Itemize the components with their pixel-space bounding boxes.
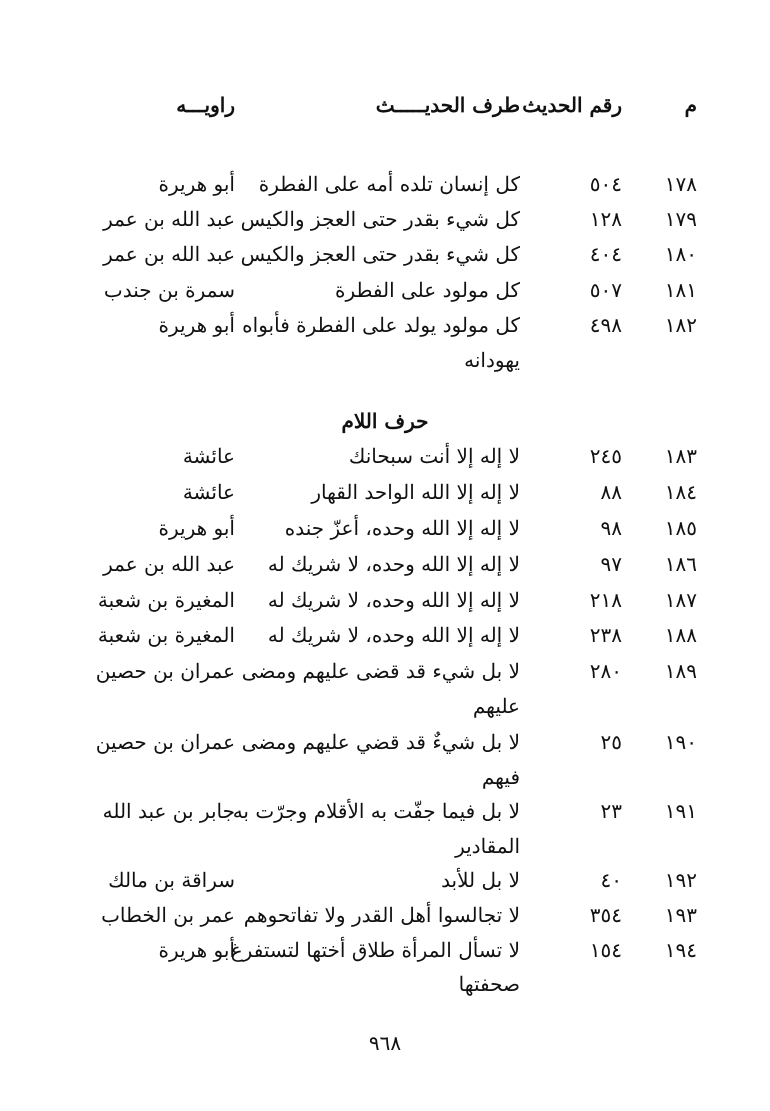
row-number: ٩٧ [600, 552, 622, 576]
row-text: لا بل شيءٌ قد قضي عليهم ومضى [241, 730, 520, 754]
row-text: كل شيء بقدر حتى العجز والكيس [240, 242, 520, 266]
row-text: لا بل شيء قد قضى عليهم ومضى [241, 659, 520, 683]
row-narrator: أبو هريرة [158, 516, 235, 540]
row-text: كل شيء بقدر حتى العجز والكيس [240, 207, 520, 231]
row-text: لا إله إلا الله وحده، لا شريك له [267, 588, 520, 612]
row-narrator: عبد الله بن عمر [103, 207, 235, 231]
header-hadith-opening: طرف الحديـــــث [375, 93, 520, 117]
row-text-continued: صحفتها [458, 972, 520, 996]
row-narrator: سراقة بن مالك [108, 868, 235, 892]
row-narrator: عبد الله بن عمر [103, 552, 235, 576]
row-text-continued: المقادير [455, 834, 520, 858]
row-text: لا بل للأبد [441, 868, 520, 892]
row-number: ٢٨٠ [589, 659, 622, 683]
row-narrator: المغيرة بن شعبة [97, 623, 235, 647]
row-number: ٢٣٨ [589, 623, 622, 647]
row-index: ١٩١ [664, 799, 697, 823]
row-narrator: أبو هريرة [158, 172, 235, 196]
row-number: ٤٠ [600, 868, 622, 892]
row-narrator: عبد الله بن عمر [103, 242, 235, 266]
row-index: ١٧٩ [664, 207, 697, 231]
row-narrator: المغيرة بن شعبة [97, 588, 235, 612]
row-narrator: سمرة بن جندب [103, 278, 235, 302]
row-number: ٣٥٤ [589, 903, 622, 927]
row-narrator: عمران بن حصين [95, 659, 235, 683]
row-index: ١٨٠ [664, 242, 697, 266]
row-index: ١٨٤ [664, 480, 697, 504]
row-narrator: أبو هريرة [158, 938, 235, 962]
row-index: ١٧٨ [664, 172, 697, 196]
row-index: ١٨١ [664, 278, 697, 302]
row-index: ١٨٧ [664, 588, 697, 612]
row-narrator: عائشة [182, 480, 235, 504]
row-text: لا إله إلا الله الواحد القهار [311, 480, 520, 504]
row-text: لا إله إلا الله وحده، لا شريك له [267, 623, 520, 647]
row-number: ٥٠٧ [589, 278, 622, 302]
row-number: ٨٨ [600, 480, 622, 504]
row-text-continued: يهودانه [464, 348, 520, 372]
row-number: ٢٥ [600, 730, 622, 754]
row-text: لا إله إلا الله وحده، أعزّ جنده [284, 516, 520, 540]
row-text: لا تجالسوا أهل القدر ولا تفاتحوهم [243, 903, 520, 927]
row-text: لا إله إلا أنت سبحانك [348, 444, 520, 468]
row-number: ١٥٤ [589, 938, 622, 962]
row-text: كل مولود يولد على الفطرة فأبواه [242, 313, 520, 337]
row-text: كل إنسان تلده أمه على الفطرة [258, 172, 520, 196]
row-text: لا تسأل المرأة طلاق أختها لتستفرغ [230, 938, 520, 962]
row-number: ٢١٨ [589, 588, 622, 612]
row-text-continued: فيهم [481, 765, 520, 789]
row-narrator: عمران بن حصين [95, 730, 235, 754]
row-index: ١٨٨ [664, 623, 697, 647]
page-number: ٩٦٨ [368, 1031, 402, 1055]
row-narrator: أبو هريرة [158, 313, 235, 337]
row-number: ٤٠٤ [589, 242, 622, 266]
header-narrator: راويـــه [176, 93, 235, 117]
row-index: ١٩٣ [664, 903, 697, 927]
row-text: لا إله إلا الله وحده، لا شريك له [267, 552, 520, 576]
row-number: ٤٩٨ [589, 313, 622, 337]
row-index: ١٨٣ [664, 444, 697, 468]
row-index: ١٩٠ [664, 730, 697, 754]
row-text: لا بل فيما جفّت به الأقلام وجرّت به [232, 799, 520, 823]
header-hadith-number: رقم الحديث [522, 93, 622, 117]
row-number: ١٢٨ [589, 207, 622, 231]
row-narrator: عمر بن الخطاب [101, 903, 235, 927]
row-number: ٢٤٥ [589, 444, 622, 468]
row-number: ٢٣ [600, 799, 622, 823]
row-narrator: عائشة [182, 444, 235, 468]
row-index: ١٨٢ [664, 313, 697, 337]
row-text-continued: عليهم [472, 694, 520, 718]
header-index: م [684, 93, 697, 117]
row-narrator: جابر بن عبد الله [102, 799, 235, 823]
row-index: ١٨٩ [664, 659, 697, 683]
row-index: ١٩٤ [664, 938, 697, 962]
section-title: حرف اللام [341, 409, 429, 433]
row-text: كل مولود على الفطرة [334, 278, 520, 302]
row-index: ١٨٥ [664, 516, 697, 540]
row-number: ٩٨ [600, 516, 622, 540]
row-index: ١٨٦ [664, 552, 697, 576]
row-number: ٥٠٤ [589, 172, 622, 196]
row-index: ١٩٢ [664, 868, 697, 892]
